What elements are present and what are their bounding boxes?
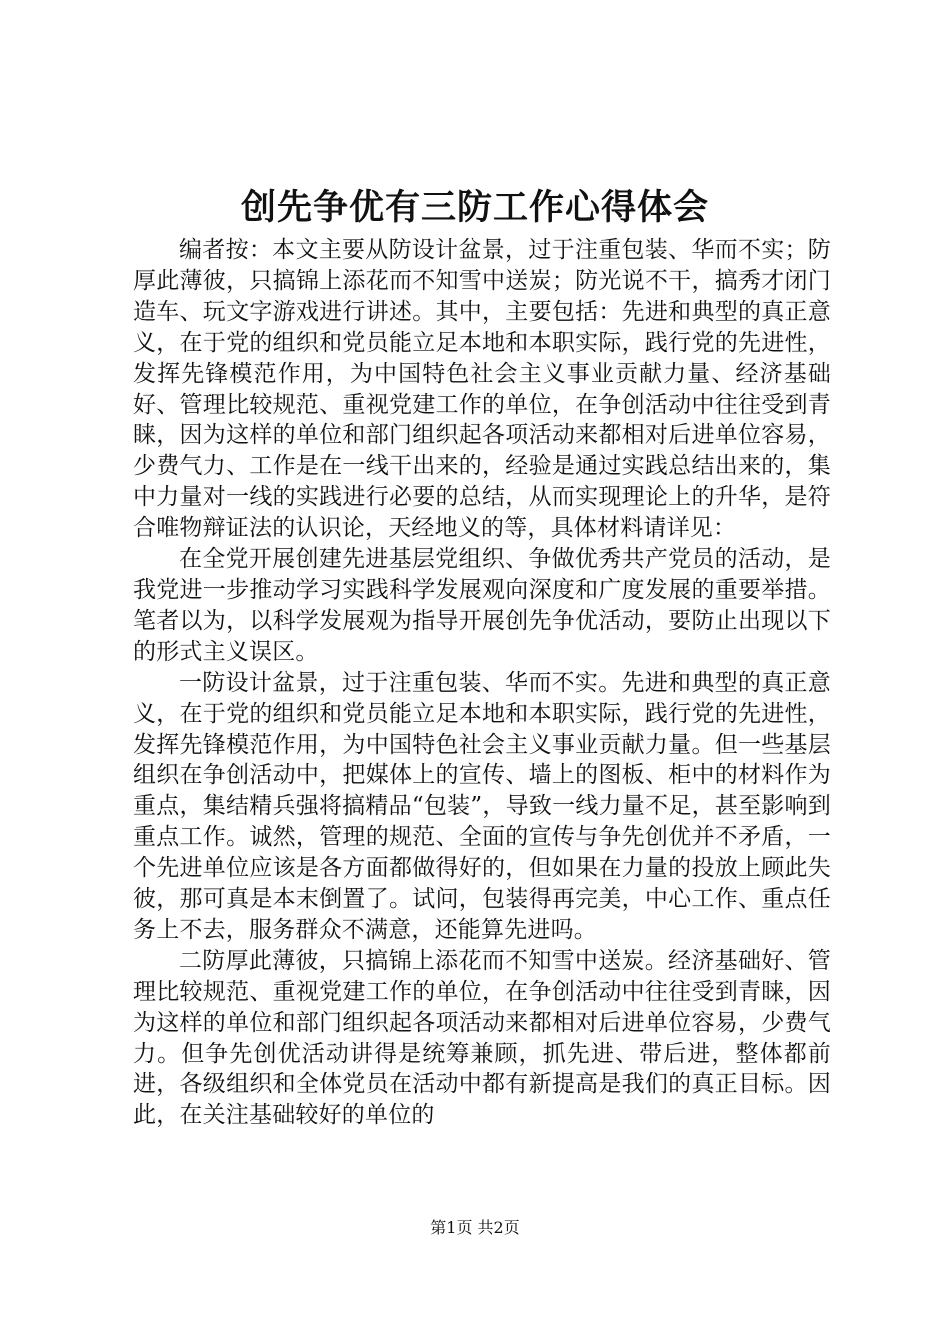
- paragraph-point-one: 一防设计盆景，过于注重包装、华而不实。先进和典型的真正意义，在于党的组织和党员能立足本地和本职实际，践行党的先进性，发挥先锋模范作用，为中国特色社会主义事业贡献力量。但一些基层组织在争创活动中，把媒体上的宣传、墙上的图板、柜中的材料作为重点，集结精兵强将搞精品“包装”，导致一线力量不足，甚至影响到重点工作。诚然，管理的规范、全面的宣传与争先创优并不矛盾，一个先进单位应该是各方面都做得好的，但如果在力量的投放上顾此失彼，那可真是本末倒置了。试问，包装得再完美，中心工作、重点任务上不去，服务群众不满意，还能算先进吗。: [133, 669, 831, 943]
- paragraph-intro: 在全党开展创建先进基层党组织、争做优秀共产党员的活动，是我党进一步推动学习实践科学发展观向深度和广度发展的重要举措。笔者以为，以科学发展观为指导开展创先争优活动，要防止出现以下的形式主义误区。: [133, 546, 831, 665]
- document-title: 创先争优有三防工作心得体会: [240, 187, 709, 228]
- paragraph-editor-note: 编者按：本文主要从防设计盆景，过于注重包装、华而不实；防厚此薄彼，只搞锦上添花而不知雪中送炭；防光说不干，搞秀才闭门造车、玩文字游戏进行讲述。其中，主要包括：先进和典型的真正意义，在于党的组织和党员能立足本地和本职实际，践行党的先进性，发挥先锋模范作用，为中国特色社会主义事业贡献力量、经济基础好、管理比较规范、重视党建工作的单位，在争创活动中往往受到青睐，因为这样的单位和部门组织起各项活动来都相对后进单位容易，少费气力、工作是在一线干出来的，经验是通过实践总结出来的，集中力量对一线的实践进行必要的总结，从而实现理论上的升华，是符合唯物辩证法的认识论，天经地义的等，具体材料请详见：: [133, 237, 831, 542]
- page-number-footer: 第1页 共2页: [430, 1218, 520, 1237]
- paragraph-point-two: 二防厚此薄彼，只搞锦上添花而不知雪中送炭。经济基础好、管理比较规范、重视党建工作的单位，在争创活动中往往受到青睐，因为这样的单位和部门组织起各项活动来都相对后进单位容易，少费气力。但争先创优活动讲得是统筹兼顾，抓先进、带后进，整体都前进，各级组织和全体党员在活动中都有新提高是我们的真正目标。因此，在关注基础较好的单位的: [133, 947, 831, 1129]
- document-body: [133, 235, 831, 1131]
